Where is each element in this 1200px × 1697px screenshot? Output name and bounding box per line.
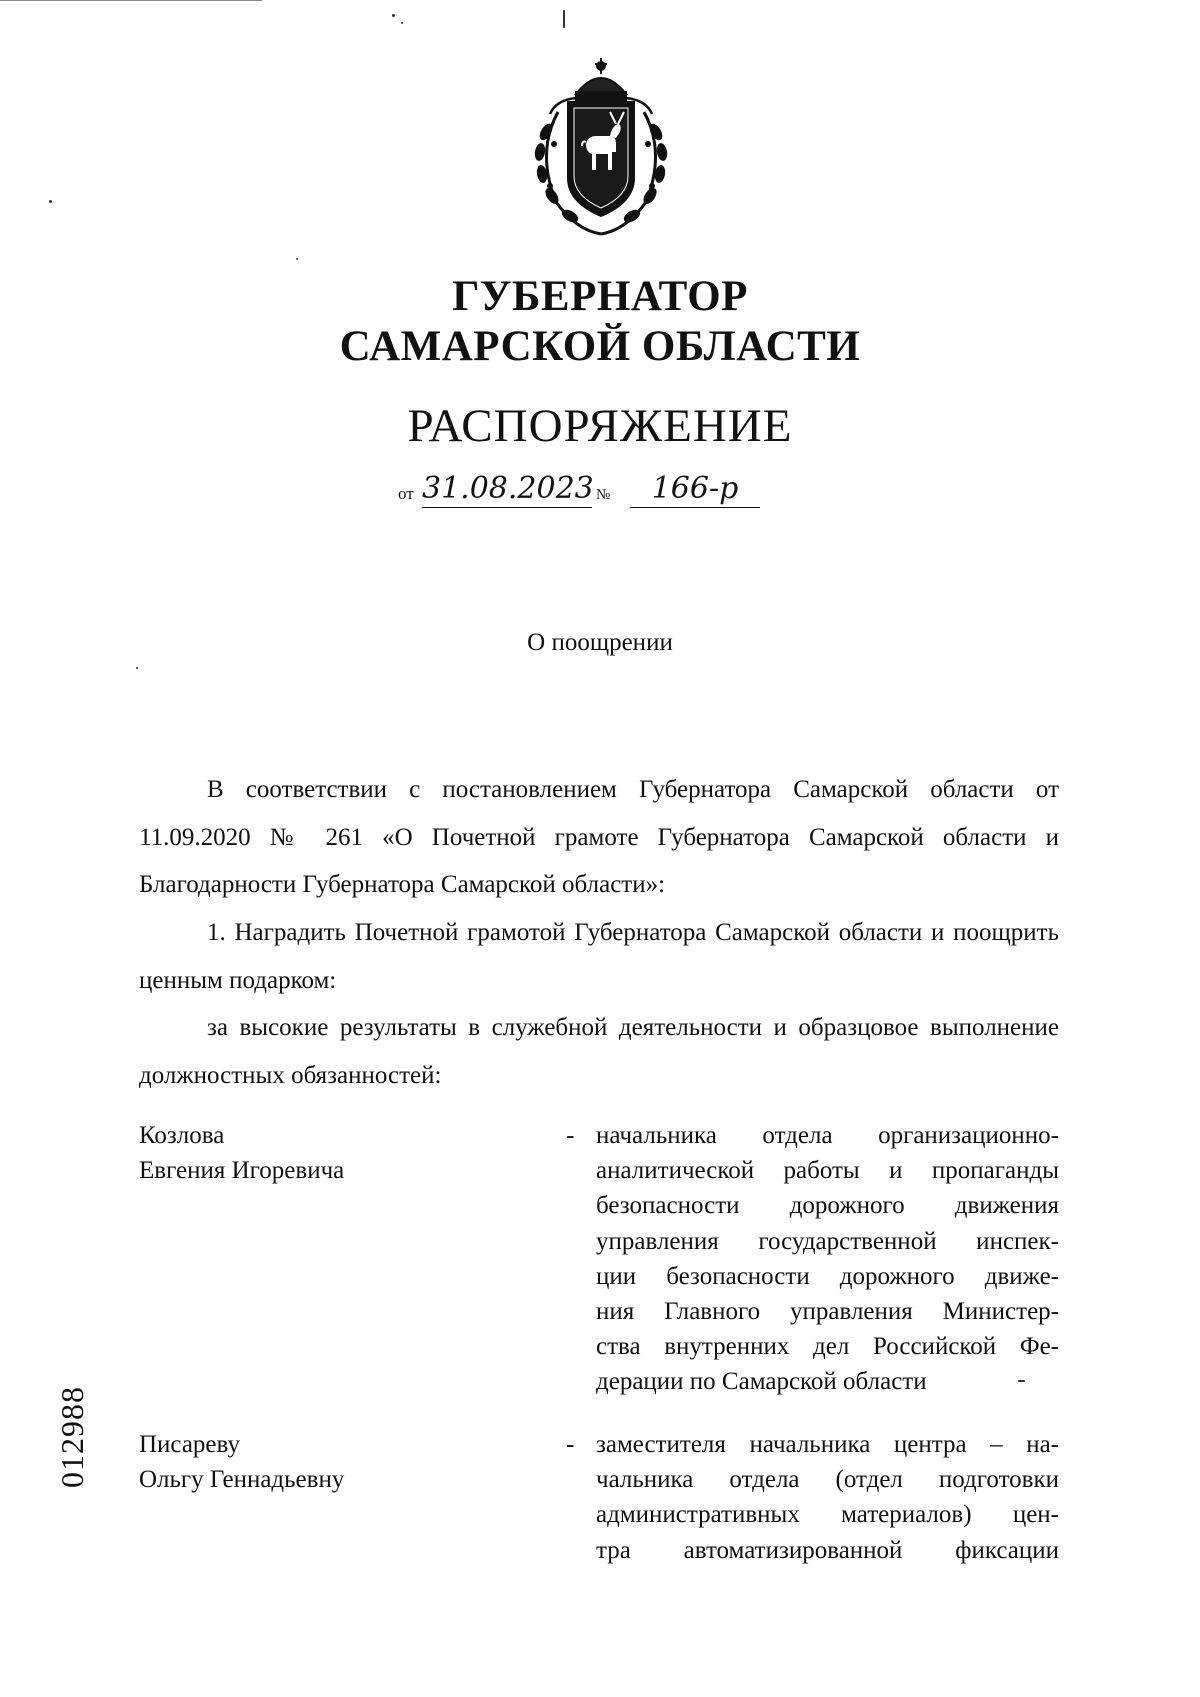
date-underline: [422, 507, 592, 508]
preamble-text: В соответствии с постановлением Губернатора Самарской области от 11.09.2020 № 261 «О Почетной грамоте Губернатора Самарской области и Благодарности Губернатора Самарской области»:: [139, 776, 1059, 898]
scan-speck: [563, 10, 565, 28]
scan-edge-line: [0, 0, 262, 1]
position-line: административных материалов) цен-: [596, 1501, 1059, 1529]
document-subject: О поощрении: [527, 629, 673, 656]
position-line: начальника отдела организационно-: [596, 1122, 1059, 1149]
item-1-text: 1. Наградить Почетной грамотой Губернатора Самарской области и поощрить ценным подарком:: [139, 919, 1059, 994]
scan-speck: [136, 667, 138, 669]
date-number-line: [398, 470, 818, 510]
position-line: чальника отдела (отдел подготовки: [596, 1466, 1059, 1494]
awardee-surname: Писареву: [139, 1431, 240, 1458]
number-underline: [630, 507, 760, 508]
position-line: ции безопасности дорожного движе-: [596, 1262, 1059, 1290]
document-date: 31.08.2023: [422, 471, 594, 506]
scan-speck: [401, 22, 403, 24]
awardee-surname: Козлова: [139, 1122, 225, 1149]
serial-number: 012988: [54, 1386, 90, 1488]
scan-speck: [296, 258, 298, 260]
authority-title-line1: ГУБЕРНАТОР: [452, 273, 748, 320]
authority-title-line2: САМАРСКОЙ ОБЛАСТИ: [339, 323, 861, 370]
awardee-position: [596, 1427, 1059, 1568]
awardee-name: [139, 1118, 519, 1188]
number-label: №: [596, 487, 611, 503]
position-line: безопасности дорожного движения: [596, 1192, 1059, 1220]
document-type: РАСПОРЯЖЕНИЕ: [407, 400, 793, 452]
scan-speck: [49, 200, 52, 203]
awardee-given-names: Евгения Игоревича: [139, 1157, 345, 1184]
position-line: ния Главного управления Министер-: [596, 1298, 1059, 1326]
scan-speck: [392, 14, 395, 17]
reason-paragraph: [139, 1004, 1059, 1099]
document-number: 166-р: [651, 471, 739, 506]
awardee-dash: -: [566, 1431, 575, 1458]
position-line: управления государственной инспек-: [596, 1227, 1059, 1255]
awardee-dash: -: [566, 1122, 575, 1149]
awardee-name: [139, 1427, 519, 1497]
awardee-position: [596, 1118, 1059, 1400]
from-label: от: [398, 484, 414, 503]
position-line: дерации по Самарской области: [596, 1368, 927, 1396]
position-line: заместителя начальника центра – на-: [596, 1431, 1059, 1458]
preamble-paragraph: [139, 766, 1059, 909]
position-line: тра автоматизированной фиксации: [596, 1536, 1059, 1564]
position-line: ства внутренних дел Российской Фе-: [596, 1333, 1059, 1361]
samara-coat-of-arms-icon: [506, 52, 696, 242]
position-line: аналитической работы и пропаганды: [596, 1157, 1059, 1185]
item-1-paragraph: [139, 909, 1059, 1004]
awardee-given-names: Ольгу Геннадьевну: [139, 1466, 345, 1493]
reason-text: за высокие результаты в служебной деятельности и образцовое выполнение должностных обязанностей:: [139, 1014, 1059, 1089]
